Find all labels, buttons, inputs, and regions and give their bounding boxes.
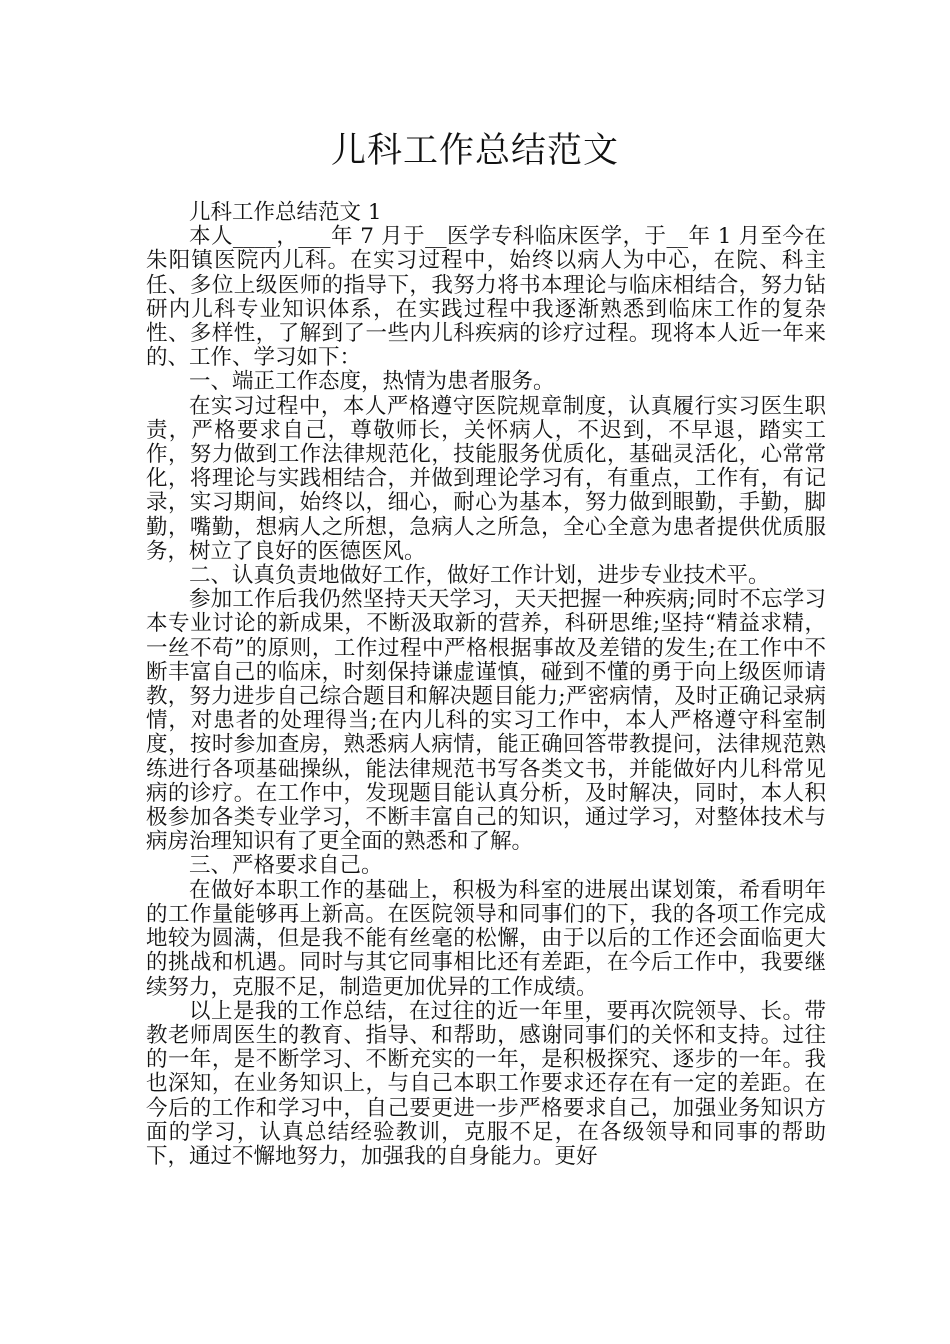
- document-title: 儿科工作总结范文: [330, 131, 619, 171]
- body-paragraph: 参加工作后我仍然坚持天天学习，天天把握一种疾病;同时不忘学习本专业讨论的新成果，不断汲取新的营养，科研思维;坚持“精益求精，一丝不苟”的原则，工作过程中严格根据事故及差错的发生;在工作中不断丰富自己的临床，时刻保持谦虚谨慎，碰到不懂的勇于向上级医师请教，努力进步自己综合题目和解决题目能力;严密病情，及时正确记录病情，对患者的处理得当;在内儿科的实习工作中，本人严格遵守科室制度，按时参加查房，熟悉病人病情，能正确回答带教提问，法律规范熟练进行各项基础操纵，能法律规范书写各类文书，并能做好内儿科常见病的诊疗。在工作中，发现题目能认真分析，及时解决，同时，本人积极参加各类专业学习，不断丰富自己的知识，通过学习，对整体技术与病房治理知识有了更全面的熟悉和了解。: [146, 587, 826, 855]
- section-heading: 一、端正工作态度，热情为患者服务。: [189, 369, 555, 395]
- body-paragraph: 以上是我的工作总结，在过往的近一年里，要再次院领导、长。带教老师周医生的教育、指导、和帮助，感谢同事们的关怀和支持。过往的一年，是不断学习、不断充实的一年，是积极探究、逐步的一年。我也深知，在业务知识上，与自己本职工作要求还存在有一定的差距。在今后的工作和学习中，自己要更进一步严格要求自己，加强业务知识方面的学习，认真总结经验教训，克服不足，在各级领导和同事的帮助下，通过不懈地努力，加强我的自身能力。更好: [146, 998, 826, 1169]
- section-heading: 二、认真负责地做好工作，做好工作计划，进步专业技术平。: [189, 563, 770, 589]
- section-heading: 三、严格要求自己。: [189, 853, 383, 879]
- body-paragraph: 本人____，___年 7 月于__医学专科临床医学，于__年 1 月至今在朱阳镇医院内儿科。在实习过程中，始终以病人为中心，在院、科主任、多位上级医师的指导下，我努力将书本理论与临床相结合，努力钻研内儿科专业知识体系，在实践过程中我逐渐熟悉到临床工作的复杂性、多样性，了解到了一些内儿科疾病的诊疗过程。现将本人近一年来的、工作、学习如下：: [146, 224, 826, 371]
- document-body: [146, 201, 826, 1169]
- body-paragraph: 在做好本职工作的基础上，积极为科室的进展出谋划策，希看明年的工作量能够再上新高。在医院领导和同事们的下，我的各项工作完成地较为圆满，但是我不能有丝毫的松懈，由于以后的工作还会面临更大的挑战和机遇。同时与其它同事相比还有差距，在今后工作中，我要继续努力，克服不足，制造更加优异的工作成绩。: [146, 877, 826, 1000]
- body-paragraph: 在实习过程中，本人严格遵守医院规章制度，认真履行实习医生职责，严格要求自己，尊敬师长，关怀病人，不迟到，不早退，踏实工作，努力做到工作法律规范化，技能服务优质化，基础灵活化，心常常化，将理论与实践相结合，并做到理论学习有，有重点，工作有，有记录，实习期间，始终以，细心，耐心为基本，努力做到眼勤，手勤，脚勤，嘴勤，想病人之所想，急病人之所急，全心全意为患者提供优质服务，树立了良好的医德医风。: [146, 393, 826, 564]
- section-heading: 儿科工作总结范文 1: [189, 200, 382, 225]
